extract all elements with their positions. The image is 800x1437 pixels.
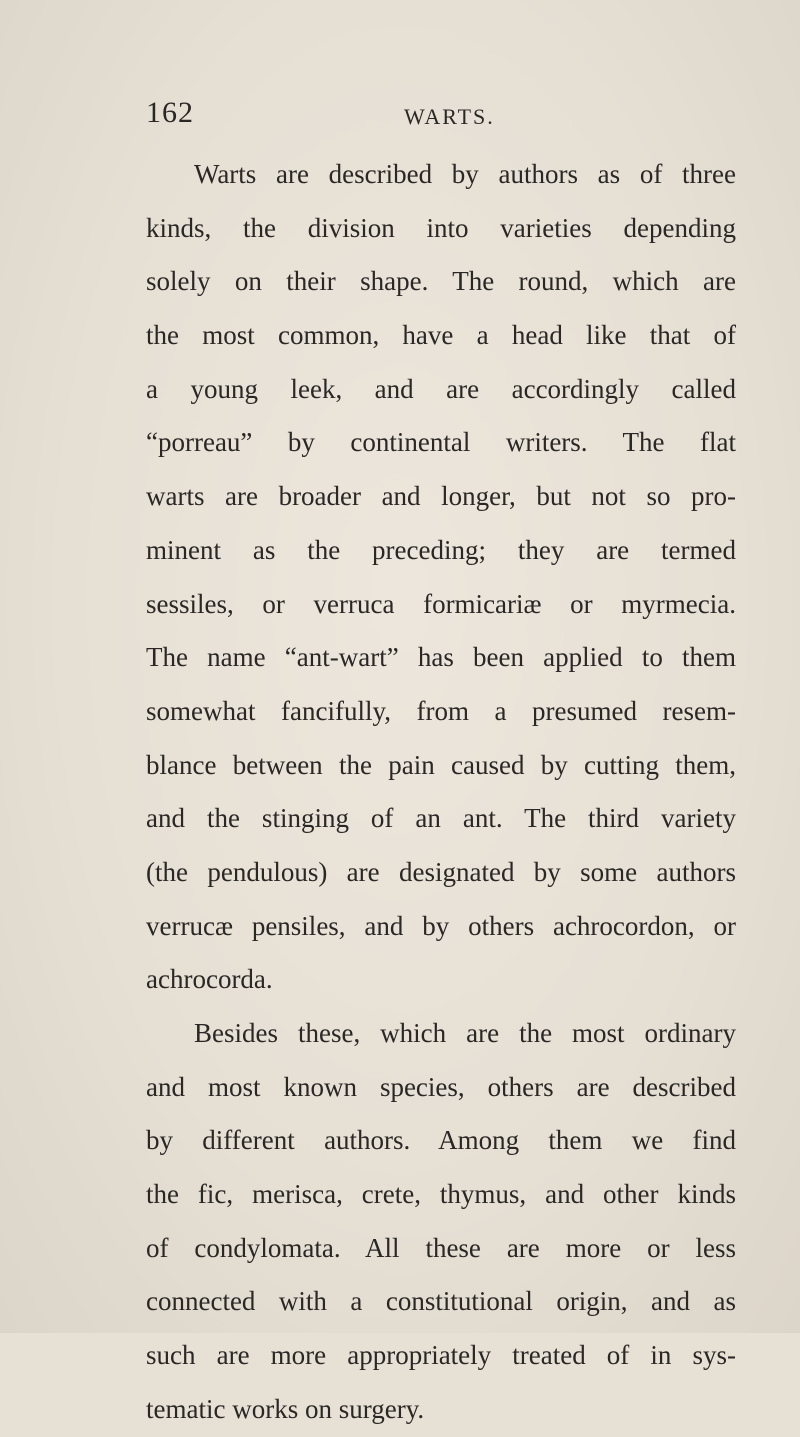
body-text — [146, 148, 736, 1437]
text-line: minent as the preceding; they are termed — [146, 534, 736, 565]
text-line: such are more appropriately treated of in sys- — [146, 1340, 736, 1371]
text-line: Besides these, which are the most ordinary — [194, 1018, 736, 1048]
text-line: of condylomata. All these are more or less — [146, 1232, 736, 1263]
text-line: somewhat fancifully, from a presumed resem- — [146, 695, 736, 726]
text-line: “porreau” by continental writers. The flat — [146, 427, 736, 458]
text-line: by different authors. Among them we find — [146, 1125, 736, 1156]
text-line: The name “ant-wart” has been applied to them — [146, 642, 736, 673]
running-title: WARTS. — [404, 104, 495, 129]
text-line: verrucæ pensiles, and by others achrocordon, or — [146, 910, 736, 941]
page-number: 162 — [146, 96, 194, 129]
text-line: blance between the pain caused by cutting them, — [146, 749, 736, 780]
text-line: tematic works on surgery. — [146, 1393, 425, 1424]
text-line: (the pendulous) are designated by some authors — [146, 856, 736, 887]
text-line: sessiles, or verruca formicariæ or myrmecia. — [146, 588, 736, 619]
text-line: connected with a constitutional origin, and as — [146, 1286, 736, 1317]
text-line: solely on their shape. The round, which are — [146, 266, 736, 297]
running-head — [146, 96, 736, 136]
text-line: warts are broader and longer, but not so pro- — [146, 481, 736, 512]
text-line: achrocorda. — [146, 964, 273, 995]
text-line: the fic, merisca, crete, thymus, and other kinds — [146, 1179, 736, 1210]
text-line: Warts are described by authors as of three — [194, 159, 736, 189]
text-line: and the stinging of an ant. The third variety — [146, 803, 736, 834]
text-line: kinds, the division into varieties depending — [146, 212, 736, 243]
text-line: a young leek, and are accordingly called — [146, 373, 736, 404]
text-line: and most known species, others are described — [146, 1071, 736, 1102]
text-line: the most common, have a head like that of — [146, 320, 736, 351]
